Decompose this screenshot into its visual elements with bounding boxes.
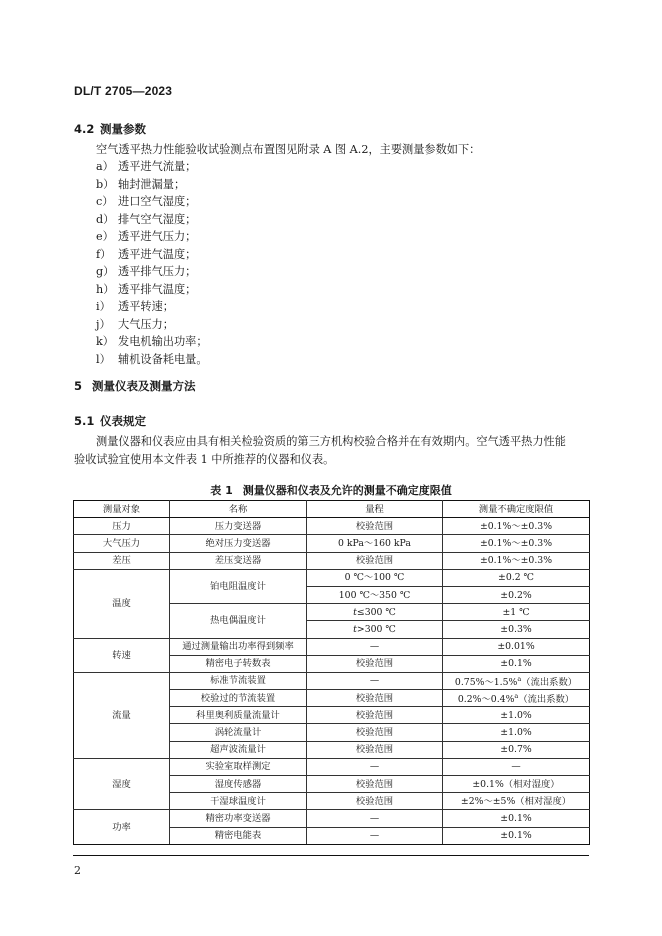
table-row: 校验过的节流装置 校验范围 0.2%～0.4%$^a$（流出系数） <box>74 690 590 707</box>
document-number: DL/T 2705—2023 <box>74 84 173 98</box>
section-title: 测量参数 <box>100 122 146 136</box>
section-title: 测量仪表及测量方法 <box>92 379 196 393</box>
table-number: 表 1 <box>210 484 233 497</box>
table-row: 湿度 实验室取样测定 — — <box>74 758 590 775</box>
table-row: 压力 压力变送器 校验范围 ±0.1%～±0.3% <box>74 518 590 535</box>
table-row: 科里奥利质量流量计 校验范围 ±1.0% <box>74 707 590 724</box>
list-item: b） 轴封泄漏量； <box>96 177 186 191</box>
table-header-row <box>74 501 590 518</box>
header-cell: 测量不确定度限值 <box>443 501 590 518</box>
table-row: 干湿球温度计 校验范围 ±2%～±5%（相对湿度） <box>74 793 590 810</box>
header-cell: 量程 <box>307 501 443 518</box>
parameter-list <box>96 158 208 368</box>
table-row: 温度 铂电阻温度计 0 ℃～100 ℃ ±0.2 ℃ <box>74 569 590 586</box>
table-row: 100 ℃～350 ℃ ±0.2% <box>74 586 590 603</box>
instrument-table <box>73 500 590 845</box>
table-row: 超声波流量计 校验范围 ±0.7% <box>74 741 590 758</box>
page-number: 2 <box>74 864 81 877</box>
section-5-heading <box>74 378 196 394</box>
paragraph-line: 测量仪器和仪表应由具有相关检验资质的第三方机构校验合格并在有效期内。空气透平热力性能 <box>96 435 566 448</box>
table-row: 转速 通过测量输出功率得到频率 — ±0.01% <box>74 638 590 655</box>
table-row: t>300 ℃ ±0.3% <box>74 621 590 638</box>
section-4-2-heading <box>74 121 146 137</box>
list-item: k） 发电机输出功率； <box>96 335 208 348</box>
table-row: 差压 差压变送器 校验范围 ±0.1%～±0.3% <box>74 552 590 569</box>
section-4-2-intro: 空气透平热力性能验收试验测点布置图见附录 A 图 A.2，主要测量参数如下： <box>96 143 481 156</box>
section-5-1-heading <box>74 413 146 429</box>
header-cell: 测量对象 <box>74 501 170 518</box>
section-number: 5.1 <box>74 414 95 428</box>
table-row: 涡轮流量计 校验范围 ±1.0% <box>74 724 590 741</box>
table-row: 热电偶温度计 t≤300 ℃ ±1 ℃ <box>74 604 590 621</box>
list-item: e） 透平进气压力； <box>96 230 197 243</box>
list-item: f） 透平进气温度； <box>96 247 197 261</box>
table-row: 湿度传感器 校验范围 ±0.1%（相对湿度） <box>74 776 590 793</box>
header-cell: 名称 <box>170 501 307 518</box>
table-row: 大气压力 绝对压力变送器 0 kPa～160 kPa ±0.1%～±0.3% <box>74 535 590 552</box>
list-item: g） 透平排气压力； <box>96 265 197 278</box>
list-item: d） 排气空气湿度； <box>96 212 197 226</box>
section-title: 仪表规定 <box>100 414 146 428</box>
table-row: 功率 精密功率变送器 — ±0.1% <box>74 810 590 827</box>
paragraph-line: 验收试验宜使用本文件表 1 中所推荐的仪器和仪表。 <box>74 453 335 466</box>
list-item: i） 透平转速； <box>96 300 174 313</box>
list-item: l） 辅机设备耗电量。 <box>96 352 208 366</box>
footer-divider <box>73 855 589 856</box>
table-row: 精密电子转数表 校验范围 ±0.1% <box>74 655 590 672</box>
table-title: 测量仪器和仪表及允许的测量不确定度限值 <box>242 484 452 497</box>
list-item: a） 透平进气流量； <box>96 160 197 173</box>
list-item: h） 透平排气温度； <box>96 282 197 296</box>
section-number: 4.2 <box>74 122 95 136</box>
table-row: 精密电能表 — ±0.1% <box>74 827 590 844</box>
list-item: j） 大气压力； <box>96 317 174 331</box>
table-caption <box>0 482 662 498</box>
section-number: 5 <box>74 379 83 393</box>
list-item: c） 进口空气湿度； <box>96 195 197 208</box>
table-row: 流量 标准节流装置 — 0.75%～1.5%$^a$（流出系数） <box>74 672 590 689</box>
